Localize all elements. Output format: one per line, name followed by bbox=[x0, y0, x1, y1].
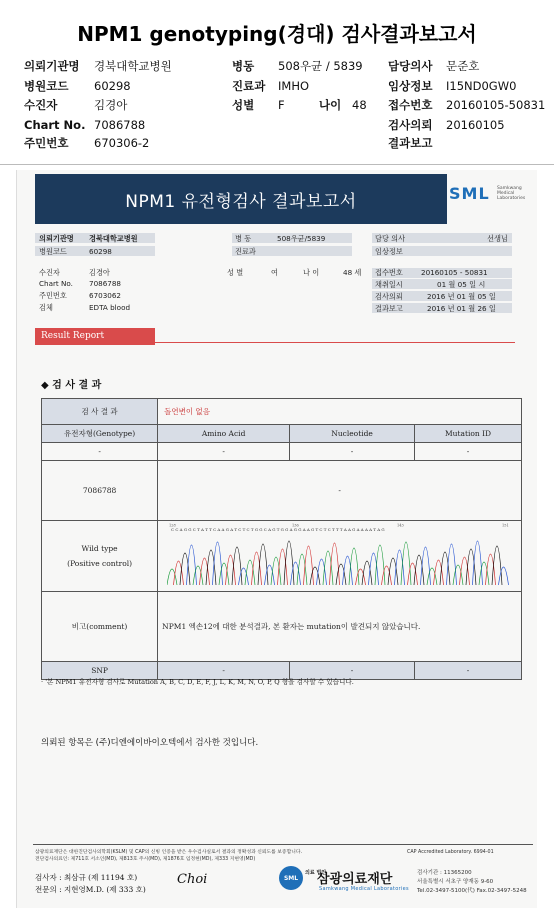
scan-label-receipt-no: 접수번호 bbox=[375, 268, 403, 277]
value-request-date: 20160105 bbox=[446, 118, 505, 132]
scan-label-specimen: 검체 bbox=[39, 303, 53, 312]
chromatogram-peak bbox=[375, 545, 385, 585]
col-mutation-id: Mutation ID bbox=[415, 425, 522, 443]
org-sub: Samkwang Medical Laboratories bbox=[319, 886, 409, 892]
scan-label-patient: 수진자 bbox=[39, 268, 60, 277]
chromatogram-peak bbox=[492, 546, 502, 585]
wild-type-sub: (Positive control) bbox=[67, 559, 133, 568]
table-cell: - bbox=[415, 443, 522, 461]
value-chart-no: 7086788 bbox=[94, 118, 146, 132]
label-receipt-no: 접수번호 bbox=[388, 98, 433, 112]
table-cell: - bbox=[290, 443, 415, 461]
org-prefix: 의료 법인 bbox=[305, 870, 327, 876]
chromatogram-peak bbox=[232, 547, 242, 585]
chromatogram-peak bbox=[284, 541, 294, 585]
result-report-bar: Result Report bbox=[35, 328, 155, 345]
result-value: 돌연변이 없음 bbox=[158, 399, 522, 425]
cert-line-2: 전단검사의료인: 제711호 서소인(MD), 제813호 주시(MD), 제1876호 임정현(MD), 제333 지현영(MD) bbox=[35, 857, 256, 862]
value-ward: 508우균 / 5839 bbox=[278, 59, 363, 73]
scan-label-chart-no: Chart No. bbox=[39, 279, 73, 288]
label-hospital-code: 병원코드 bbox=[24, 79, 69, 93]
label-clinical-info: 임상정보 bbox=[388, 79, 433, 93]
chromatogram-peak bbox=[349, 548, 359, 585]
snp-value: - bbox=[290, 662, 415, 680]
value-receipt-no: 20160105-50831 bbox=[446, 98, 546, 112]
chromatogram-peak bbox=[446, 544, 456, 585]
chromatogram-peak bbox=[329, 543, 339, 585]
table-row bbox=[42, 592, 522, 662]
label-resident-no: 주민번호 bbox=[24, 136, 69, 150]
scan-label-clinical-info: 임상정보 bbox=[375, 247, 403, 256]
scan-value-receipt-no: 20160105 - 50831 bbox=[421, 268, 488, 277]
org-code: 검사기관 : 11365200 bbox=[417, 870, 472, 876]
closing-note: 의뢰된 항목은 (주)디엔에이바이오텍에서 검사한 것입니다. bbox=[41, 738, 259, 748]
report-title: NPM1 genotyping(경대) 검사결과보고서 bbox=[77, 22, 477, 46]
table-row bbox=[42, 521, 522, 592]
org-badge: SML bbox=[279, 866, 303, 890]
label-request-date: 검사의뢰 bbox=[388, 118, 433, 132]
label-age: 나이 bbox=[319, 98, 342, 112]
scan-value-patient: 김경아 bbox=[89, 268, 110, 277]
chromatogram-peak bbox=[472, 541, 482, 585]
cert-line-1: 삼광의료재단은 대한진단검사의학회(KSLM) 및 CAP의 신빙 인증을 받은 우수검사실로서 결과의 정확성과 신뢰도를 보증합니다. bbox=[35, 850, 302, 855]
result-label: 검 사 결 과 bbox=[42, 399, 158, 425]
sml-logo: SML bbox=[449, 184, 490, 203]
scan-label-institution: 의뢰기관명 bbox=[39, 234, 74, 243]
seq-pos-3: 143 bbox=[396, 523, 404, 528]
scan-value-hospital-code: 60298 bbox=[89, 247, 112, 256]
label-sex: 성별 bbox=[232, 98, 255, 112]
label-patient: 수진자 bbox=[24, 98, 58, 112]
chromatogram-peak bbox=[258, 544, 268, 585]
label-doctor: 담당의사 bbox=[388, 59, 433, 73]
scan-label-age: 나 이 bbox=[303, 268, 320, 277]
cap-text: CAP Accredited Laboratory. 6994-01 bbox=[407, 850, 494, 855]
chromatogram-peak bbox=[303, 546, 313, 585]
label-ward: 병동 bbox=[232, 59, 255, 73]
value-hospital-code: 60298 bbox=[94, 79, 131, 93]
scan-label-report-date: 결과보고 bbox=[375, 304, 403, 313]
col-nucleotide: Nucleotide bbox=[290, 425, 415, 443]
table-row bbox=[42, 399, 522, 425]
scan-label-doctor: 담당 의사 bbox=[375, 234, 406, 243]
scan-value-chart-no: 7086788 bbox=[89, 279, 122, 288]
value-age: 48 bbox=[352, 98, 367, 112]
table-cell: - bbox=[42, 443, 158, 461]
chart-no-result: - bbox=[158, 461, 522, 521]
seq-letters: C C A G G C T A T T C A A G A T C T C T G G C A G T G G A G G A A G T C T C T T T A A G A A A A T A G bbox=[170, 527, 385, 532]
org-name: 삼광의료재단 bbox=[317, 872, 393, 887]
snp-value: - bbox=[415, 662, 522, 680]
wild-type-cell bbox=[42, 521, 158, 592]
table-row bbox=[42, 443, 522, 461]
value-patient: 김경아 bbox=[94, 98, 128, 112]
scan-label-department: 진료과 bbox=[235, 247, 256, 256]
col-genotype: 유전자형(Genotype) bbox=[42, 425, 158, 443]
label-department: 진료과 bbox=[232, 79, 266, 93]
chromatogram-cell bbox=[158, 521, 522, 592]
value-doctor: 문준호 bbox=[446, 59, 480, 73]
chromatogram-peak bbox=[420, 547, 430, 585]
chromatogram-peak bbox=[498, 567, 508, 585]
value-sex: F bbox=[278, 98, 285, 112]
value-institution: 경북대학교병원 bbox=[94, 59, 172, 73]
scan-value-report-date: 2016 년 01 월 26 일 bbox=[427, 304, 496, 313]
seq-pos-2: 136 bbox=[291, 523, 299, 528]
comment-text: NPM1 엑손12에 대한 분석결과, 본 환자는 mutation이 발견되지 않았습니다. bbox=[158, 592, 522, 662]
scan-label-request-date: 검사의뢰 bbox=[375, 292, 403, 301]
table-header-row bbox=[42, 425, 522, 443]
scan-value-resident-no: 6703062 bbox=[89, 291, 122, 300]
scan-value-sex: 여 bbox=[271, 268, 278, 277]
divider bbox=[0, 164, 554, 165]
scan-value-request-date: 2016 년 01 월 05 일 bbox=[427, 292, 496, 301]
scan-label-hospital-code: 병원코드 bbox=[39, 247, 67, 256]
chromatogram-peak bbox=[401, 542, 411, 585]
value-clinical-info: I15ND0GW0 bbox=[446, 79, 517, 93]
section-title: ◆ 검 사 결 과 bbox=[41, 380, 102, 391]
chromatogram-peak bbox=[186, 545, 196, 585]
snp-value: - bbox=[158, 662, 290, 680]
label-chart-no: Chart No. bbox=[24, 118, 86, 132]
result-report-line bbox=[155, 342, 515, 343]
value-resident-no: 670306-2 bbox=[94, 136, 150, 150]
chromatogram bbox=[167, 523, 513, 587]
scan-label-sex: 성 별 bbox=[227, 268, 244, 277]
footnote: · '본 NPM1 유전자형 검사로 Mutation A, B, C, D, E, F, J, L, K, M, N, O, P, Q 형을 검사할 수 있습니다. bbox=[41, 678, 354, 686]
label-report-date: 결과보고 bbox=[388, 136, 433, 150]
scanned-report bbox=[16, 170, 537, 908]
snp-label: SNP bbox=[42, 662, 158, 680]
col-amino-acid: Amino Acid bbox=[158, 425, 290, 443]
table-row bbox=[42, 461, 522, 521]
table-cell: - bbox=[158, 443, 290, 461]
signature: Choi bbox=[177, 872, 208, 887]
scan-value-age: 48 세 bbox=[343, 268, 362, 277]
chromatogram-peak bbox=[212, 542, 222, 585]
scan-value-ward: 508우균/5839 bbox=[277, 234, 326, 243]
result-table bbox=[41, 398, 522, 680]
comment-label: 비고(comment) bbox=[42, 592, 158, 662]
label-institution: 의뢰기관명 bbox=[24, 59, 80, 73]
chromatogram-peaks bbox=[167, 541, 509, 585]
sml-logo-sub: Samkwang Medical Laboratories bbox=[497, 186, 526, 201]
chart-no-cell: 7086788 bbox=[42, 461, 158, 521]
scan-banner-title: NPM1 유전형검사 결과보고서 bbox=[35, 174, 447, 224]
specialist: 전문의 : 지현영M.D. (제 333 호) bbox=[35, 885, 146, 894]
footer-divider bbox=[33, 844, 533, 845]
value-department: IMHO bbox=[278, 79, 310, 93]
scan-value-doctor: 선생님 bbox=[487, 234, 508, 243]
scan-value-collection-date: 01 월 05 일 시 bbox=[437, 280, 486, 289]
examiner: 검사자 : 최삼규 (제 11194 호) bbox=[35, 873, 138, 882]
scan-label-resident-no: 주민번호 bbox=[39, 291, 67, 300]
org-address: 서울특별시 서초구 양재동 9-60 bbox=[417, 879, 494, 885]
scan-value-institution: 경북대학교병원 bbox=[89, 234, 138, 243]
scan-label-collection-date: 채취일시 bbox=[375, 280, 403, 289]
seq-pos-4: 151 bbox=[501, 523, 509, 528]
scan-value-specimen: EDTA blood bbox=[89, 303, 131, 312]
org-tel: Tel.02-3497-5100(代) Fax.02-3497-5248 bbox=[417, 888, 527, 894]
scan-label-ward: 병 동 bbox=[235, 234, 252, 243]
seq-pos-1: 128 bbox=[168, 523, 176, 528]
wild-type-label: Wild type bbox=[81, 544, 118, 553]
